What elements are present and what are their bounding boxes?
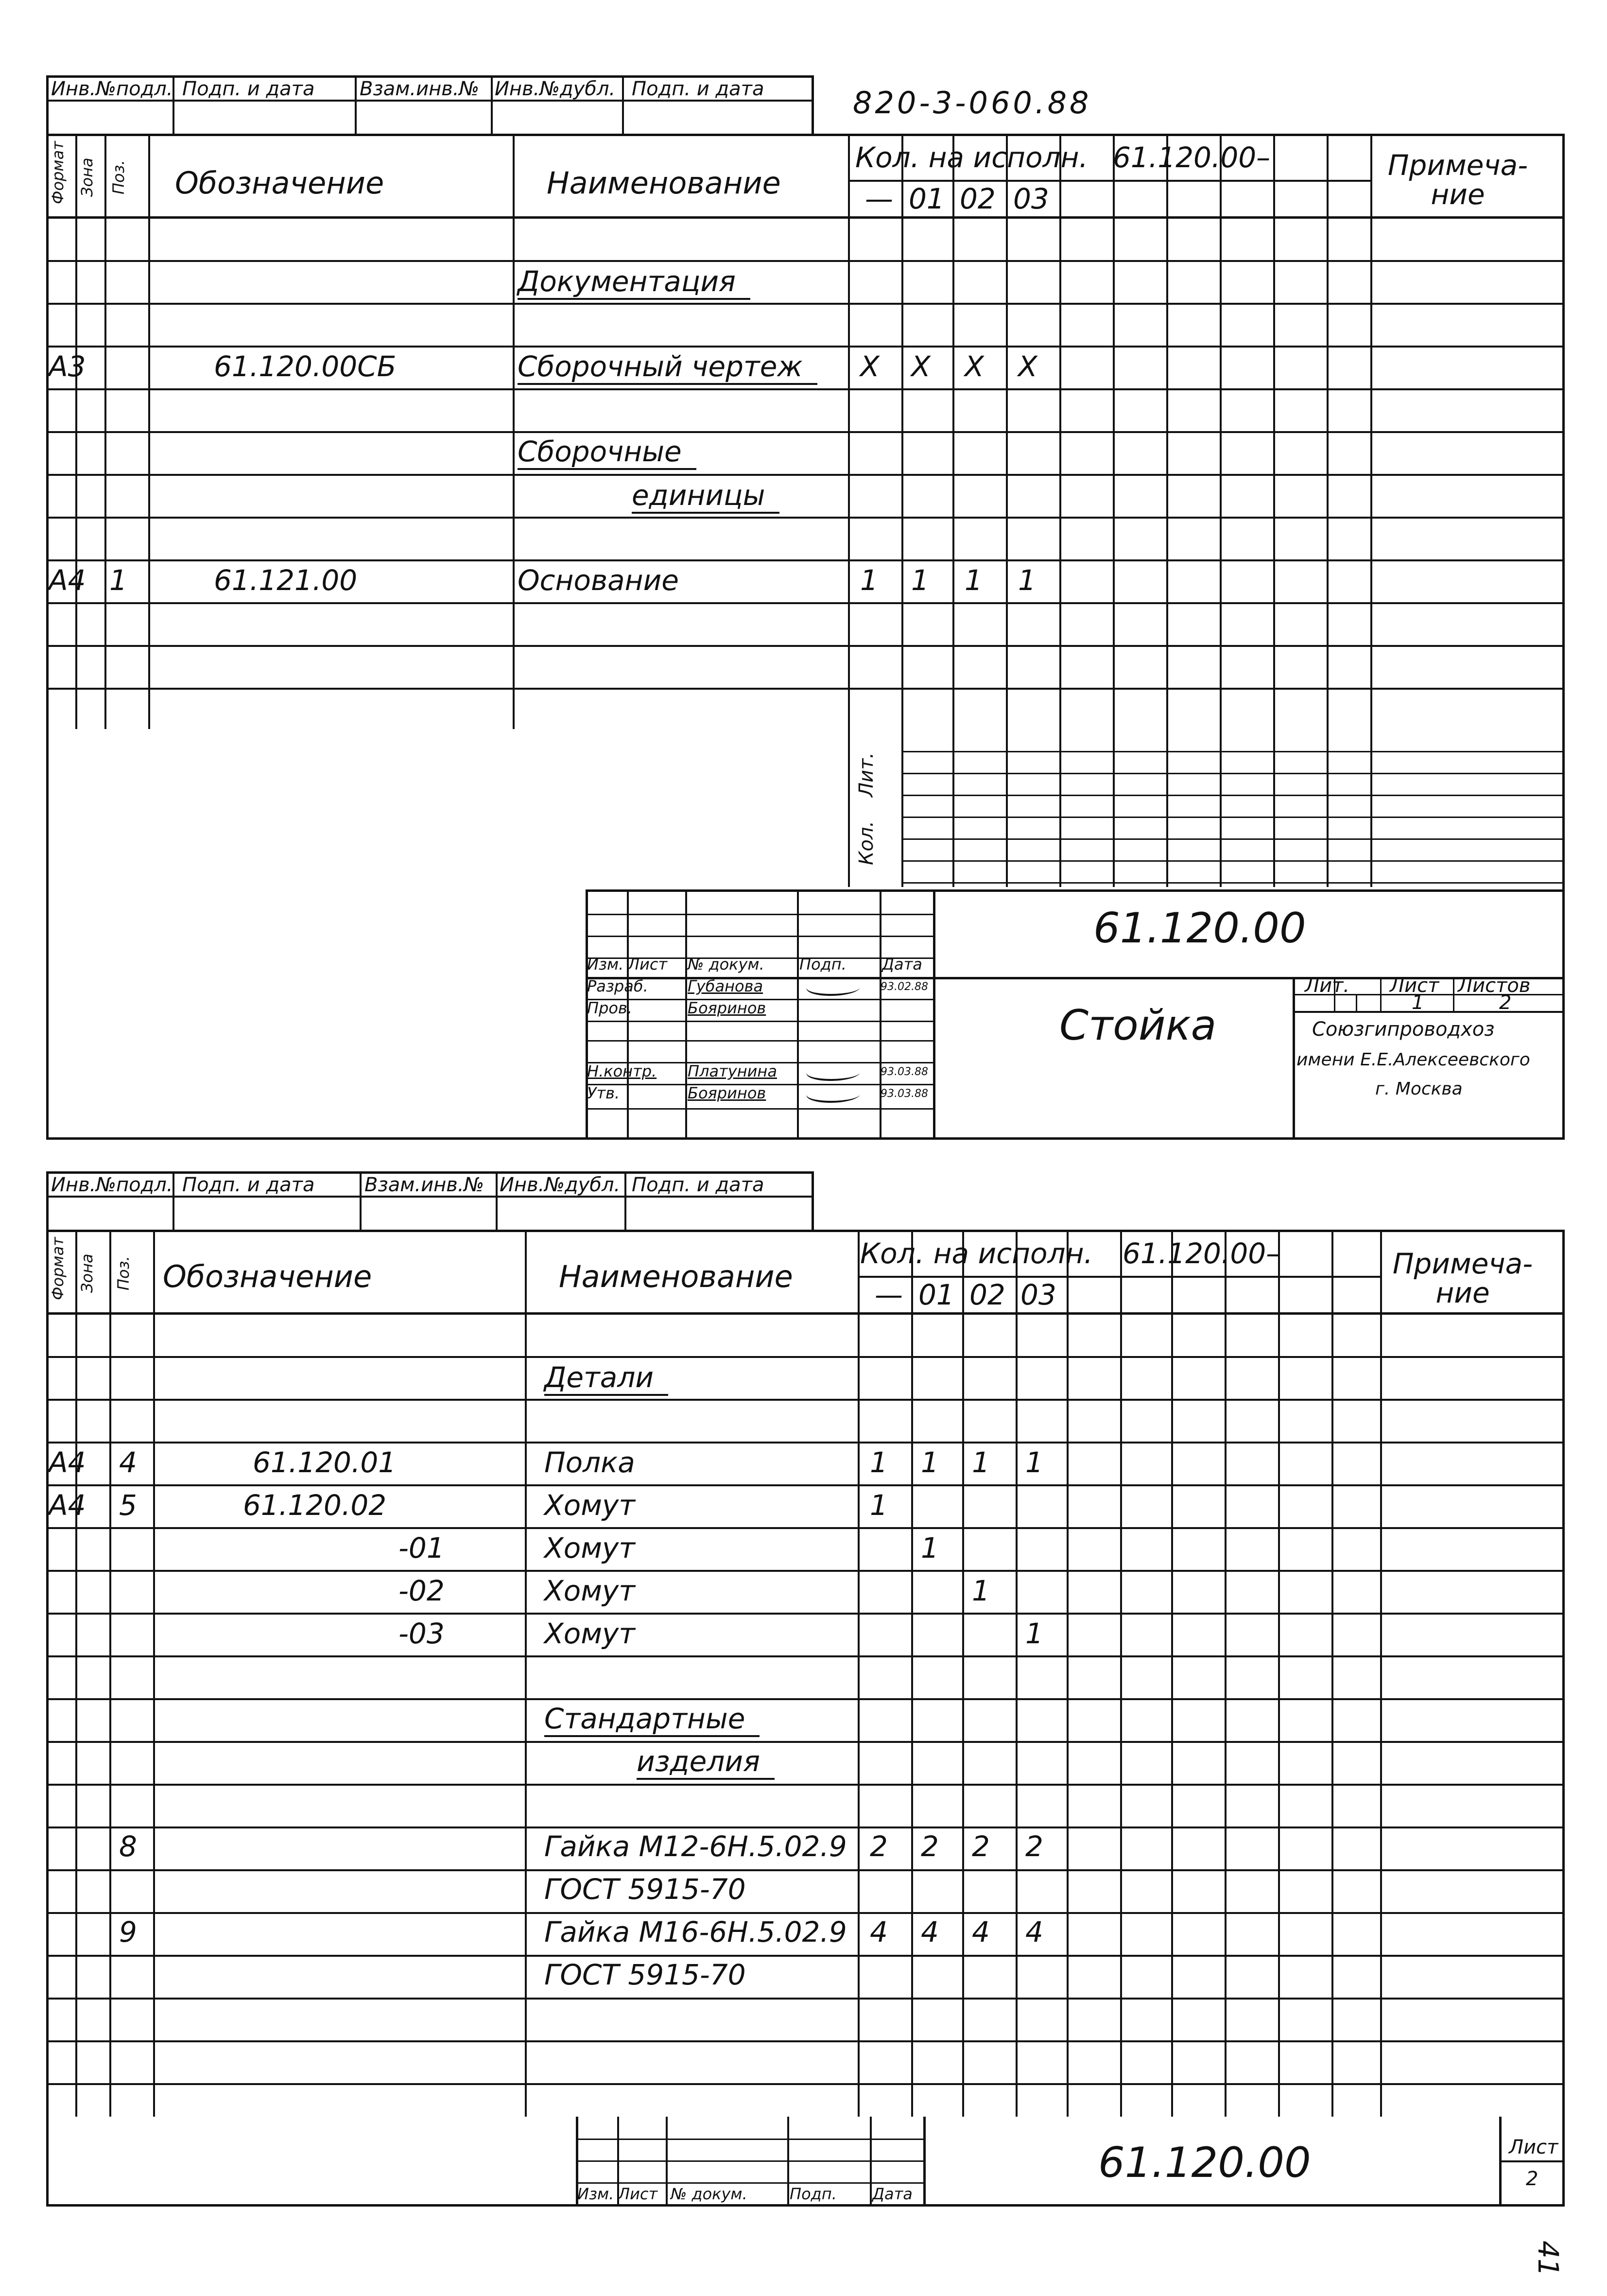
row-qty: X: [1018, 350, 1037, 383]
col-name-header: Наименование: [547, 165, 781, 201]
row-format: А4: [49, 1489, 86, 1522]
title-role: Н.контр.: [587, 1062, 657, 1080]
org-line: имени Е.Е.Алексеевского: [1296, 1050, 1530, 1070]
grid-line: [586, 1040, 933, 1042]
grid-line: [46, 1655, 1565, 1657]
title-role: Пров.: [587, 999, 632, 1017]
grid-line: [46, 1399, 1565, 1401]
grid-line: [525, 1230, 527, 2117]
title-code: 61.120.00: [1093, 904, 1306, 953]
grid-line: [148, 134, 150, 729]
grid-line: [46, 388, 1565, 390]
title-person: Бояринов: [688, 999, 766, 1017]
grid-line: [46, 346, 1565, 348]
grid-line: [46, 1613, 1565, 1615]
grid-line: [848, 180, 1370, 182]
grid-line: [104, 134, 106, 729]
grid-line: [933, 889, 935, 1140]
col-note-header: Примеча-ние: [1392, 1247, 1533, 1309]
row-name: Гайка М16-6Н.5.02.9: [544, 1915, 847, 1948]
row-qty: 1: [870, 1489, 888, 1522]
title-name: Стойка: [1059, 1001, 1217, 1050]
row-format: А4: [49, 1446, 86, 1479]
grid-line: [46, 303, 1565, 305]
row-qty: 1: [911, 564, 929, 597]
row-name: Хомут: [544, 1574, 636, 1607]
page-number: 41: [1532, 2241, 1565, 2277]
listov-value: 2: [1499, 991, 1512, 1014]
grid-line: [586, 1021, 933, 1022]
listov-head: Листов: [1458, 974, 1531, 997]
row-name: Основание: [518, 564, 679, 597]
row-name: Сборочные: [518, 435, 696, 470]
footer-list-head: Лист: [1509, 2136, 1558, 2158]
col-format-header: Формат: [49, 141, 67, 204]
row-qty: 2: [1025, 1830, 1043, 1863]
row-designation: 61.120.02: [243, 1489, 387, 1522]
col-variant-header: 61.120.00–: [1123, 1237, 1280, 1270]
row-pos: 4: [119, 1446, 137, 1479]
grid-line: [1380, 1230, 1382, 2117]
sheet2-frame: [46, 1230, 1565, 2207]
footer-list-value: 2: [1526, 2168, 1538, 2190]
grid-line: [46, 1527, 1565, 1529]
grid-line: [46, 602, 1565, 604]
grid-line: [46, 1955, 1565, 1957]
list-value: 1: [1412, 991, 1424, 1014]
col-format-header: Формат: [49, 1237, 67, 1300]
row-qty: 2: [972, 1830, 990, 1863]
grid-line: [46, 431, 1565, 433]
grid-line: [1293, 977, 1295, 1140]
row-pos: 1: [109, 564, 127, 597]
grid-line: [1171, 1230, 1173, 2117]
row-qty: 4: [1025, 1915, 1043, 1948]
footer-col-head: Изм.: [577, 2185, 614, 2203]
col-designation-header: Обозначение: [175, 165, 384, 201]
grid-line: [46, 1570, 1565, 1572]
stamp-label: Инв.№дубл.: [495, 78, 616, 100]
col-designation-header: Обозначение: [163, 1259, 372, 1294]
grid-line: [1273, 729, 1275, 887]
stamp-label: Подп. и дата: [182, 78, 315, 100]
row-pos: 5: [119, 1489, 137, 1522]
grid-line: [46, 1912, 1565, 1914]
grid-line: [1293, 1011, 1565, 1013]
title-role: Разраб.: [587, 977, 648, 995]
col-zone-header: Зона: [78, 1253, 96, 1293]
grid-line: [1370, 134, 1372, 729]
grid-line: [75, 1230, 77, 2117]
col-zone-header: Зона: [78, 157, 96, 197]
grid-line: [858, 1276, 1380, 1278]
exec-col: 01: [918, 1278, 954, 1311]
grid-line: [46, 1356, 1565, 1358]
grid-line: [901, 751, 1565, 752]
title-col-head: Подп.: [799, 955, 847, 974]
col-qty-header: Кол. на исполн.: [855, 141, 1088, 174]
list-head: Лист: [1390, 974, 1439, 997]
row-designation: 61.120.01: [253, 1446, 397, 1479]
grid-line: [858, 1230, 860, 2117]
row-name: изделия: [637, 1745, 775, 1780]
grid-line: [952, 134, 954, 729]
title-person: Губанова: [688, 977, 763, 995]
row-qty: 4: [921, 1915, 939, 1948]
grid-line: [46, 1484, 1565, 1486]
grid-line: [1499, 2160, 1565, 2162]
grid-line: [46, 688, 1565, 690]
col-pos-header: Поз.: [114, 1256, 133, 1290]
grid-line: [46, 1698, 1565, 1700]
grid-line: [46, 1998, 1565, 2000]
title-role: Утв.: [587, 1084, 620, 1102]
row-name: Полка: [544, 1446, 635, 1479]
grid-line: [1016, 1230, 1018, 2117]
exec-col: 01: [909, 182, 945, 215]
row-designation: 61.121.00: [214, 564, 358, 597]
grid-line: [46, 1784, 1565, 1786]
footer-col-head: № докум.: [671, 2185, 747, 2203]
grid-line: [848, 729, 850, 887]
col-name-header: Наименование: [559, 1259, 793, 1294]
footer-col-head: Дата: [872, 2185, 913, 2203]
grid-line: [797, 889, 799, 1140]
grid-line: [1059, 134, 1061, 729]
footer-col-head: Лист: [618, 2185, 658, 2203]
title-person: Платунина: [688, 1062, 777, 1080]
grid-line: [901, 134, 903, 729]
exec-col: 03: [1020, 1278, 1056, 1311]
grid-line: [576, 2182, 923, 2184]
grid-line: [901, 838, 1565, 840]
exec-col: 02: [969, 1278, 1005, 1311]
grid-line: [848, 134, 850, 729]
grid-line: [46, 517, 1565, 519]
row-name: Детали: [544, 1361, 668, 1396]
grid-line: [1327, 729, 1329, 887]
grid-line: [1059, 729, 1061, 887]
row-name: ГОСТ 5915-70: [544, 1958, 746, 1991]
row-qty: 1: [921, 1531, 939, 1565]
lit-label: Лит.: [855, 752, 878, 797]
title-date: 93.03.88: [881, 1088, 928, 1100]
title-date: 93.03.88: [881, 1066, 928, 1078]
grid-line: [901, 729, 903, 887]
row-qty: 1: [860, 564, 878, 597]
row-qty: 1: [965, 564, 983, 597]
row-name: ГОСТ 5915-70: [544, 1873, 746, 1906]
row-designation: -02: [398, 1574, 445, 1607]
title-col-head: Лист: [628, 955, 668, 974]
col-note-header: Примеча-ние: [1387, 149, 1528, 211]
row-pos: 8: [119, 1830, 137, 1863]
grid-line: [1331, 1230, 1333, 2117]
grid-line: [46, 216, 1565, 219]
row-qty: 4: [972, 1915, 990, 1948]
grid-line: [1370, 729, 1372, 887]
grid-line: [586, 1108, 933, 1110]
row-designation: -03: [398, 1617, 445, 1650]
row-qty: 1: [870, 1446, 888, 1479]
grid-line: [46, 474, 1565, 476]
grid-line: [880, 889, 881, 1140]
title-col-head: Дата: [882, 955, 922, 974]
grid-line: [1225, 1230, 1227, 2117]
grid-line: [46, 1869, 1565, 1871]
footer-code: 61.120.00: [1098, 2139, 1311, 2187]
grid-line: [1273, 134, 1275, 729]
row-format: А4: [49, 564, 86, 597]
org-line: г. Москва: [1375, 1079, 1463, 1099]
row-name: Документация: [518, 265, 750, 300]
grid-line: [576, 2160, 923, 2162]
stamp-label: Инв.№подл.: [51, 78, 173, 100]
grid-line: [1166, 134, 1168, 729]
grid-line: [685, 889, 687, 1140]
grid-line: [901, 817, 1565, 818]
grid-line: [586, 936, 933, 937]
row-qty: 1: [1025, 1446, 1043, 1479]
exec-col: —: [865, 182, 893, 215]
exec-col: —: [875, 1278, 903, 1311]
row-name: Хомут: [544, 1489, 636, 1522]
grid-line: [1067, 1230, 1069, 2117]
grid-line: [46, 1312, 1565, 1315]
grid-line: [75, 134, 77, 729]
row-qty: X: [965, 350, 984, 383]
row-name: Хомут: [544, 1617, 636, 1650]
stamp-label: Инв.№подл.: [51, 1174, 173, 1196]
org-line: Союзгипроводхоз: [1312, 1018, 1495, 1041]
row-name: Сборочный чертеж: [518, 350, 817, 385]
grid-line: [1278, 1230, 1280, 2117]
row-qty: 1: [921, 1446, 939, 1479]
grid-line: [1356, 994, 1357, 1011]
row-designation: -01: [398, 1531, 445, 1565]
stamp-label: Взам.инв.№: [364, 1174, 484, 1196]
grid-line: [586, 914, 933, 915]
kol-label: Кол.: [855, 820, 878, 865]
row-qty: X: [911, 350, 931, 383]
grid-line: [901, 860, 1565, 862]
grid-line: [46, 2083, 1565, 2085]
row-pos: 9: [119, 1915, 137, 1948]
grid-line: [962, 1230, 964, 2117]
grid-line: [153, 1230, 155, 2117]
row-format: А3: [49, 350, 86, 383]
grid-line: [1113, 134, 1115, 729]
grid-line: [46, 645, 1565, 647]
grid-line: [46, 559, 1565, 561]
grid-line: [1220, 729, 1222, 887]
grid-line: [1113, 729, 1115, 887]
stamp-label: Подп. и дата: [632, 78, 764, 100]
row-name: Стандартные: [544, 1702, 760, 1737]
row-qty: 2: [921, 1830, 939, 1863]
grid-line: [901, 795, 1565, 796]
grid-line: [923, 2117, 926, 2207]
row-qty: 1: [1025, 1617, 1043, 1650]
stamp-label: Инв.№дубл.: [500, 1174, 621, 1196]
grid-line: [513, 134, 515, 729]
row-qty: 2: [870, 1830, 888, 1863]
grid-line: [1166, 729, 1168, 887]
grid-line: [109, 1230, 111, 2117]
grid-line: [1327, 134, 1329, 729]
grid-line: [911, 1230, 913, 2117]
grid-line: [901, 773, 1565, 774]
stamp-label: Взам.инв.№: [360, 78, 480, 100]
row-qty: X: [860, 350, 880, 383]
grid-line: [46, 2040, 1565, 2042]
grid-line: [586, 889, 1565, 892]
col-qty-header: Кол. на исполн.: [860, 1237, 1093, 1270]
row-qty: 1: [972, 1446, 990, 1479]
grid-line: [901, 882, 1565, 884]
col-pos-header: Поз.: [109, 160, 128, 194]
footer-col-head: Подп.: [790, 2185, 837, 2203]
document-number: 820-3-060.88: [853, 85, 1092, 121]
stamp-label: Подп. и дата: [182, 1174, 315, 1196]
grid-line: [1120, 1230, 1122, 2117]
title-date: 93.02.88: [881, 981, 928, 993]
grid-line: [1006, 134, 1008, 729]
grid-line: [46, 1826, 1565, 1828]
row-qty: 1: [972, 1574, 990, 1607]
title-person: Бояринов: [688, 1084, 766, 1102]
title-col-head: Изм.: [587, 955, 624, 974]
grid-line: [46, 1741, 1565, 1743]
row-name: Гайка М12-6Н.5.02.9: [544, 1830, 847, 1863]
grid-line: [1220, 134, 1222, 729]
grid-line: [46, 1442, 1565, 1444]
grid-line: [952, 729, 954, 887]
grid-line: [46, 260, 1565, 262]
lit-head: Лит.: [1305, 974, 1350, 997]
title-col-head: № докум.: [688, 955, 764, 974]
exec-col: 02: [960, 182, 996, 215]
col-variant-header: 61.120.00–: [1113, 141, 1271, 174]
row-qty: 4: [870, 1915, 888, 1948]
row-name: единицы: [632, 479, 779, 514]
row-designation: 61.120.00СБ: [214, 350, 397, 383]
stamp-label: Подп. и дата: [632, 1174, 764, 1196]
grid-line: [576, 2139, 923, 2140]
grid-line: [1006, 729, 1008, 887]
row-qty: 1: [1018, 564, 1036, 597]
exec-col: 03: [1013, 182, 1049, 215]
row-name: Хомут: [544, 1531, 636, 1565]
